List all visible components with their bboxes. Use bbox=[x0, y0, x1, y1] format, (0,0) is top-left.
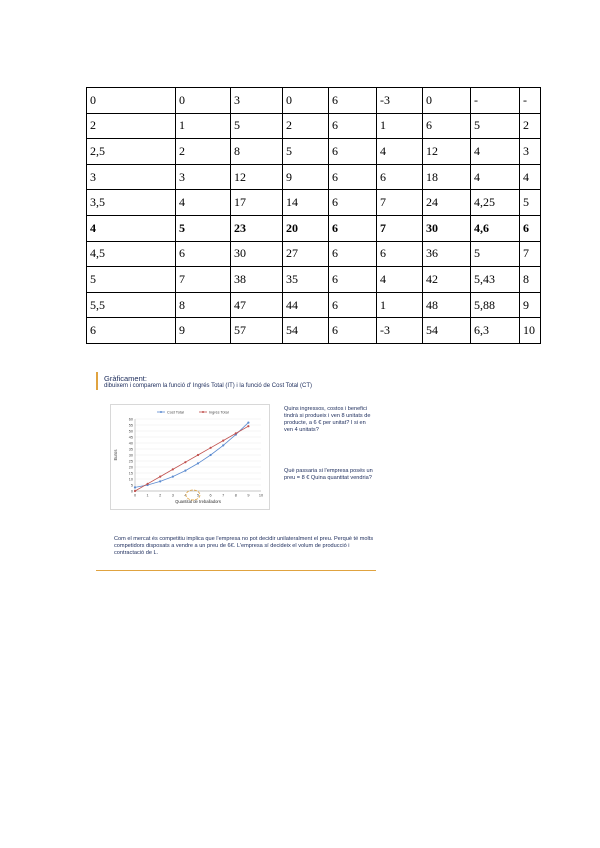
data-point bbox=[210, 454, 212, 456]
table-row bbox=[87, 267, 541, 293]
data-point bbox=[247, 422, 249, 424]
table-cell: 3 bbox=[520, 139, 541, 165]
legend-marker-1 bbox=[202, 411, 204, 413]
side-question-2: Què passaria si l'empresa posés un preu = 8 € Quina quantitat vendria? bbox=[284, 468, 373, 481]
table-cell: 6 bbox=[329, 164, 377, 190]
table-cell: - bbox=[520, 88, 541, 114]
legend-label-0: Cost Total bbox=[167, 410, 184, 415]
table-cell: 54 bbox=[283, 318, 329, 344]
table-cell: 4 bbox=[471, 164, 520, 190]
table-cell: 6 bbox=[329, 292, 377, 318]
data-point bbox=[197, 454, 199, 456]
x-tick-label: 4 bbox=[184, 493, 187, 498]
table-cell: 1 bbox=[377, 113, 423, 139]
table-cell: 14 bbox=[283, 190, 329, 216]
table-cell: 7 bbox=[377, 190, 423, 216]
table-row bbox=[87, 215, 541, 241]
table-cell: 6 bbox=[329, 139, 377, 165]
y-tick-label: 30 bbox=[128, 453, 133, 458]
y-tick-label: 15 bbox=[128, 471, 133, 476]
table-cell: 10 bbox=[520, 318, 541, 344]
x-tick-label: 0 bbox=[133, 493, 137, 498]
data-point bbox=[247, 425, 249, 427]
table-cell: 6 bbox=[329, 190, 377, 216]
table-cell: 2 bbox=[520, 113, 541, 139]
x-tick-label: 2 bbox=[159, 493, 162, 498]
table-cell: - bbox=[471, 88, 520, 114]
y-tick-label: 10 bbox=[128, 477, 133, 482]
table-cell: 20 bbox=[283, 215, 329, 241]
table-cell: 6 bbox=[176, 241, 231, 267]
x-tick-label: 8 bbox=[234, 493, 237, 498]
slide-title: Gràficament: bbox=[104, 374, 147, 383]
slide-accent-bar bbox=[96, 372, 98, 390]
table-cell: 4 bbox=[377, 267, 423, 293]
table-cell: 8 bbox=[231, 139, 283, 165]
table-cell: 3 bbox=[176, 164, 231, 190]
y-tick-label: 40 bbox=[128, 441, 133, 446]
data-point bbox=[197, 462, 199, 464]
y-tick-label: 35 bbox=[128, 447, 133, 452]
table-cell: 3,5 bbox=[87, 190, 176, 216]
table-cell: 2 bbox=[87, 113, 176, 139]
table-cell: 42 bbox=[423, 267, 471, 293]
table-cell: 18 bbox=[423, 164, 471, 190]
table-row bbox=[87, 164, 541, 190]
data-point bbox=[222, 440, 224, 442]
data-point bbox=[147, 483, 149, 485]
table-cell: 30 bbox=[423, 215, 471, 241]
y-tick-label: 20 bbox=[128, 465, 133, 470]
table-row bbox=[87, 190, 541, 216]
y-axis-label: Euros bbox=[113, 449, 118, 461]
data-table bbox=[86, 87, 541, 344]
table-row bbox=[87, 241, 541, 267]
table-cell: 5 bbox=[283, 139, 329, 165]
table-row bbox=[87, 318, 541, 344]
y-tick-label: 25 bbox=[128, 459, 133, 464]
table-cell: 4 bbox=[87, 215, 176, 241]
table-cell: 4 bbox=[471, 139, 520, 165]
data-point bbox=[134, 490, 136, 492]
legend-label-1: Ingrés Total bbox=[209, 410, 229, 415]
table-cell: 2 bbox=[283, 113, 329, 139]
data-point bbox=[134, 486, 136, 488]
table-cell: 6 bbox=[520, 215, 541, 241]
slide-bottom-rule bbox=[96, 570, 376, 571]
slide-bottom-text: Com el mercat és competitiu implica que l'empresa no pot decidir unilateralment el preu. Perquè té molts competidors disposats a vendre a un preu de 6€. L'empresa sí decideix el volum de producció i contractació de L. bbox=[114, 536, 374, 557]
table-cell: 2 bbox=[176, 139, 231, 165]
table-cell: 6 bbox=[329, 88, 377, 114]
x-tick-label: 7 bbox=[222, 493, 225, 498]
y-tick-label: 5 bbox=[130, 483, 133, 488]
table-cell: 54 bbox=[423, 318, 471, 344]
x-tick-label: 6 bbox=[209, 493, 212, 498]
table-cell: 12 bbox=[423, 139, 471, 165]
table-cell: 9 bbox=[283, 164, 329, 190]
slide-subtitle: dibuixem i comparem la funció d' Ingrés Total (IT) i la funció de Cost Total (CT) bbox=[104, 383, 313, 389]
table-row bbox=[87, 88, 541, 114]
table-cell: 6 bbox=[329, 241, 377, 267]
table-cell: 35 bbox=[283, 267, 329, 293]
y-tick-label: 50 bbox=[128, 429, 133, 434]
table-cell: 23 bbox=[231, 215, 283, 241]
y-tick-label: 45 bbox=[128, 435, 133, 440]
table-cell: 5 bbox=[231, 113, 283, 139]
table-cell: 7 bbox=[377, 215, 423, 241]
table-cell: 6 bbox=[423, 113, 471, 139]
x-tick-label: 10 bbox=[258, 493, 264, 498]
table-cell: 57 bbox=[231, 318, 283, 344]
table-cell: 5,5 bbox=[87, 292, 176, 318]
data-point bbox=[172, 476, 174, 478]
table-cell: 47 bbox=[231, 292, 283, 318]
legend-marker-0 bbox=[160, 411, 162, 413]
data-point bbox=[159, 480, 161, 482]
x-axis-label: Quantitat de treballadors bbox=[175, 499, 221, 504]
table-cell: 8 bbox=[176, 292, 231, 318]
table-cell: 27 bbox=[283, 241, 329, 267]
table-cell: 12 bbox=[231, 164, 283, 190]
y-tick-label: 55 bbox=[128, 423, 133, 428]
table-cell: -3 bbox=[377, 88, 423, 114]
embedded-slide bbox=[96, 370, 376, 572]
table-cell: 0 bbox=[87, 88, 176, 114]
table-row bbox=[87, 113, 541, 139]
data-point bbox=[184, 461, 186, 463]
table-cell: 5 bbox=[471, 113, 520, 139]
table-cell: 0 bbox=[283, 88, 329, 114]
table-cell: 6 bbox=[329, 318, 377, 344]
x-tick-label: 5 bbox=[196, 493, 200, 498]
data-point bbox=[235, 432, 237, 434]
table-cell: 6 bbox=[329, 215, 377, 241]
table-cell: 4 bbox=[377, 139, 423, 165]
table-cell: 0 bbox=[176, 88, 231, 114]
table-cell: 5 bbox=[520, 190, 541, 216]
table-cell: -3 bbox=[377, 318, 423, 344]
table-cell: 48 bbox=[423, 292, 471, 318]
table-cell: 4,5 bbox=[87, 241, 176, 267]
line-chart bbox=[111, 405, 269, 509]
table-cell: 4 bbox=[520, 164, 541, 190]
table-cell: 6 bbox=[329, 267, 377, 293]
table-cell: 30 bbox=[231, 241, 283, 267]
x-tick-label: 3 bbox=[171, 493, 174, 498]
table-cell: 5 bbox=[176, 215, 231, 241]
data-point bbox=[184, 470, 186, 472]
table-cell: 6 bbox=[87, 318, 176, 344]
table-cell: 4 bbox=[176, 190, 231, 216]
table-cell: 24 bbox=[423, 190, 471, 216]
table-cell: 5,43 bbox=[471, 267, 520, 293]
side-question-1: Quins ingressos, costos i benefici tindrà si produeix i ven 8 unitats de producte, a 6 € per unitat? I si en ven 4 unitats? bbox=[284, 406, 371, 433]
table-cell: 6 bbox=[377, 241, 423, 267]
table-cell: 3 bbox=[231, 88, 283, 114]
table-cell: 2,5 bbox=[87, 139, 176, 165]
table-cell: 4,25 bbox=[471, 190, 520, 216]
table-cell: 4,6 bbox=[471, 215, 520, 241]
table-row bbox=[87, 292, 541, 318]
data-point bbox=[210, 447, 212, 449]
table-cell: 7 bbox=[520, 241, 541, 267]
table-cell: 1 bbox=[176, 113, 231, 139]
table-cell: 38 bbox=[231, 267, 283, 293]
table-cell: 9 bbox=[176, 318, 231, 344]
table-cell: 6 bbox=[377, 164, 423, 190]
table-cell: 5 bbox=[471, 241, 520, 267]
table-cell: 5 bbox=[87, 267, 176, 293]
table-cell: 1 bbox=[377, 292, 423, 318]
data-point bbox=[172, 468, 174, 470]
table-cell: 0 bbox=[423, 88, 471, 114]
data-point bbox=[159, 476, 161, 478]
series-line-1 bbox=[135, 426, 248, 491]
table-cell: 17 bbox=[231, 190, 283, 216]
x-tick-label: 1 bbox=[146, 493, 149, 498]
table-cell: 3 bbox=[87, 164, 176, 190]
table-cell: 5,88 bbox=[471, 292, 520, 318]
y-tick-label: 60 bbox=[128, 417, 133, 422]
table-row bbox=[87, 139, 541, 165]
table-cell: 6 bbox=[329, 113, 377, 139]
table-cell: 7 bbox=[176, 267, 231, 293]
chart-box bbox=[110, 404, 270, 510]
y-tick-label: 0 bbox=[130, 489, 133, 494]
x-tick-label: 9 bbox=[247, 493, 250, 498]
table-cell: 44 bbox=[283, 292, 329, 318]
table-cell: 9 bbox=[520, 292, 541, 318]
table-cell: 8 bbox=[520, 267, 541, 293]
table-cell: 6,3 bbox=[471, 318, 520, 344]
data-point bbox=[222, 444, 224, 446]
table-cell: 36 bbox=[423, 241, 471, 267]
